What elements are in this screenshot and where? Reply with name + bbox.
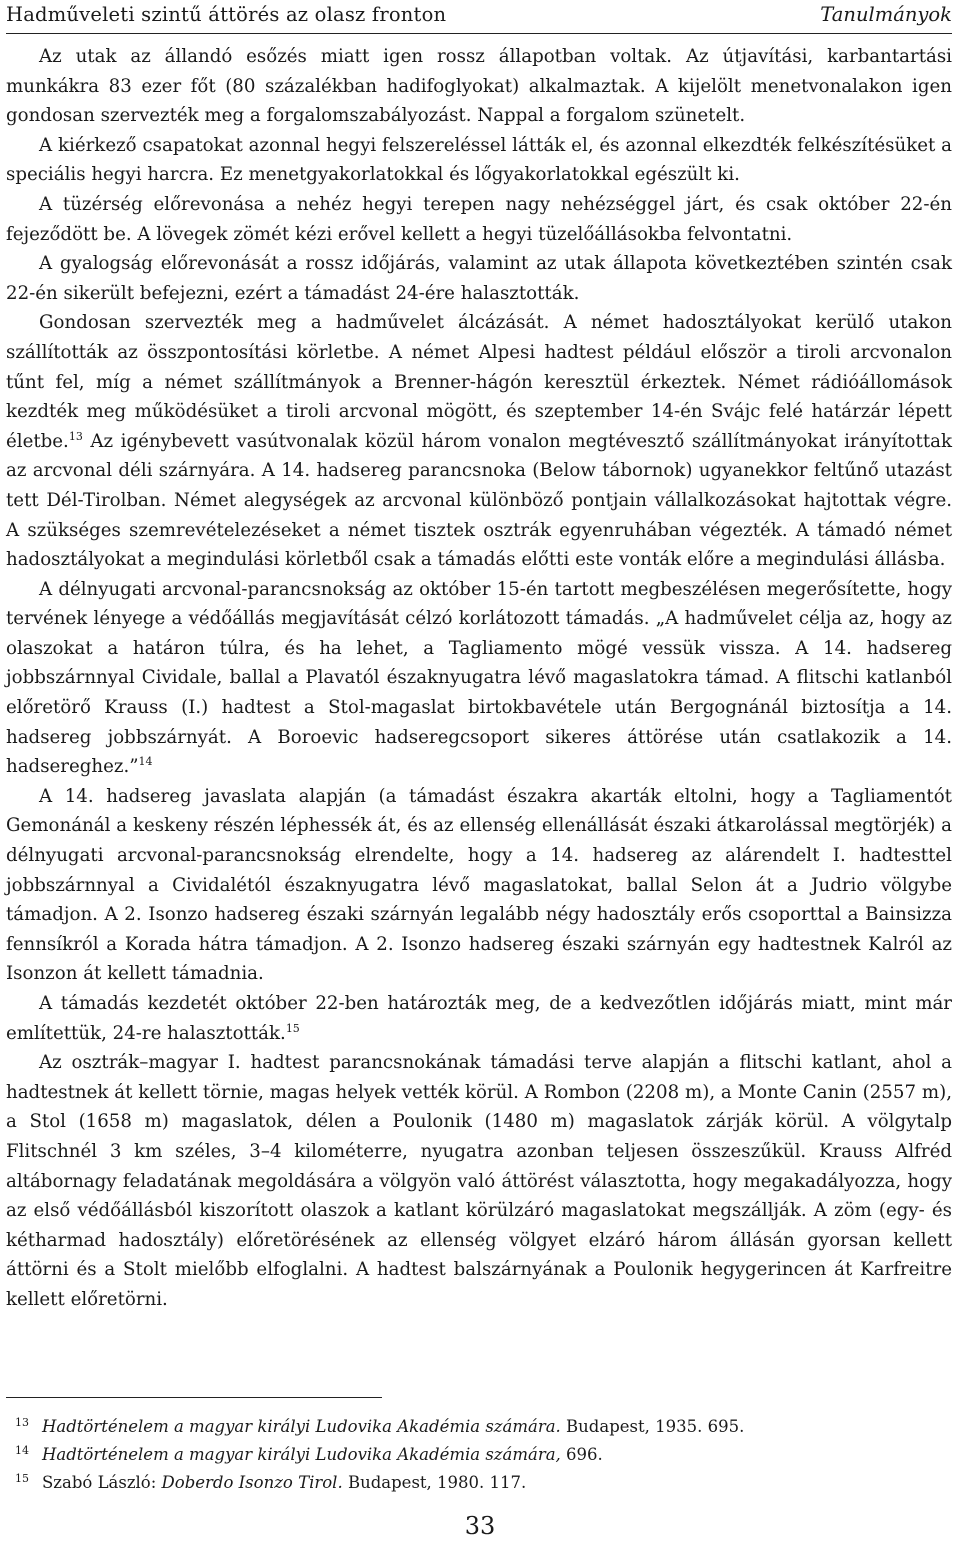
footnote-separator — [6, 1397, 382, 1398]
paragraph: Az utak az állandó esőzés miatt igen rossz állapotban voltak. Az útjavítási, karbantartási munkákra 83 ezer főt (80 százalékban hadifoglyokat) alkalmaztak. A kijelölt menetvonalakon igen gondosan szervezték meg a forgalomszabályozást. Nappal a forgalom szünetelt. — [6, 46, 952, 127]
footnote-ref[interactable]: 15 — [285, 1021, 300, 1035]
footnote-source: 696. — [560, 1445, 603, 1464]
footnote-title: Hadtörténelem a magyar királyi Ludovika Akadémia számára, — [42, 1445, 561, 1464]
paragraph: A délnyugati arcvonal-parancsnokság az október 15-én tartott megbeszélésen megerősítette, hogy tervének lényege a védőállás megjavítását célzó korlátozott támadás. „A hadművelet célja az, hogy az olaszokat a határon túlra, és ha lehet, a Tagliamento mögé vessük vissza. A 14. hadsereg jobbszárnnyal Cividale, ballal a Plavatól északnyugatra lévő magaslatokra támad. A flitschi katlanból előretörő Krauss (I.) hadtest a Stol-magaslat birtokbavétele után Bergognánál biztosítja a 14. hadsereg jobbszárnyát. A Boroevic hadseregcsoport sikeres áttörése után csatlakozik a 14. hadsereghez.”$^{14}$ — [6, 578, 952, 778]
footnote-title: Doberdo Isonzo Tirol. — [161, 1473, 343, 1492]
footnote — [6, 1413, 952, 1441]
paragraph: Gondosan szervezték meg a hadművelet álcázását. A német hadosztályokat kerülő utakon szállították az összpontosítási körletbe. A német Alpesi hadtest például először a tiroli arcvonalon tűnt fel, míg a német szállítmányok a Brenner-hágón keresztül érkeztek. Német rádióállomások kezdték meg működésüket a tiroli arcvonal mögött, és szeptember 14-én Svájc felé határzár lépett életbe.$^{13}$ Az igénybevett vasútvonalak közül három vonalon megtévesztő szállítmányokat irányítottak az arcvonal déli szárnyára. A 14. hadsereg parancsnoka (Below tábornok) ugyanekkor feltűnő utazást tett Dél-Tirolban. Német alegységek az arcvonal különböző pontjain vállalkozásokat hajtottak végre. A szükséges szemrevételezéseket a német tisztek osztrák egyenruhában végezték. A támadó német hadosztályokat a megindulási körletből csak a támadás előtti este vonták előre a megindulási állásba. — [6, 312, 952, 571]
header-section: Tanulmányok — [820, 3, 952, 26]
footnotes — [6, 1413, 952, 1497]
footnote-ref[interactable]: 13 — [68, 429, 83, 443]
running-header — [6, 0, 952, 34]
footnote — [6, 1469, 952, 1497]
footnote-number: 13 — [15, 1416, 29, 1429]
footnote-title: Hadtörténelem a magyar királyi Ludovika Akadémia számára. — [42, 1417, 561, 1436]
footnote — [6, 1441, 952, 1469]
footnote-author: Szabó László: — [42, 1473, 162, 1492]
paragraph: A 14. hadsereg javaslata alapján (a támadást északra akarták eltolni, hogy a Tagliamentót Gemonánál a keskeny részén léphessék át, és az ellenség ellenállását északi átkarolással megtörjék) a délnyugati arcvonal-parancsnokság elrendelte, hogy a 14. hadsereg az alárendelt I. hadtesttel jobbszárnnyal a Cividalétól északnyugatra lévő magaslatokat, ballal Selon át a Judrio völgybe támadjon. A 2. Isonzo hadsereg északi szárnyán legalább négy hadosztály erős csoporttal a Bainsizza fennsíkról a Korada hátra támadjon. A 2. Isonzo hadsereg északi szárnyán egy hadtestnek Kalról az Isonzon át kellett támadnia. — [6, 785, 952, 985]
footnote-number: 14 — [15, 1444, 29, 1457]
footnote-source: Budapest, 1980. 117. — [342, 1473, 527, 1492]
footnote-number: 15 — [15, 1472, 29, 1485]
paragraph: A kiérkező csapatokat azonnal hegyi felszereléssel látták el, és azonnal elkezdték felkészítésüket a speciális hegyi harcra. Ez menetgyakorlatokkal és lőgyakorlatokkal egészült ki. — [6, 134, 952, 186]
body-text — [6, 42, 952, 1315]
page-number: 33 — [464, 1512, 496, 1540]
paragraph: A tüzérség előrevonása a nehéz hegyi terepen nagy nehézséggel járt, és csak október 22-én fejeződött be. A lövegek zömét kézi erővel kellett a hegyi tüzelőállásokba felvontatni. — [6, 193, 952, 245]
paragraph: A gyalogság előrevonását a rossz időjárás, valamint az utak állapota következtében szintén csak 22-én sikerült befejezni, ezért a támadást 24-ére halasztották. — [6, 253, 952, 304]
paragraph: A támadás kezdetét október 22-ben határozták meg, de a kedvezőtlen időjárás miatt, mint már említettük, 24-re halasztották.$^{15}$ — [6, 993, 952, 1044]
footnote-source: Budapest, 1935. 695. — [560, 1417, 745, 1436]
paragraph: Az osztrák–magyar I. hadtest parancsnokának támadási terve alapján a flitschi katlant, ahol a hadtestnek át kellett törnie, magas helyek vették körül. A Rombon (2208 m), a Monte Canin (2557 m), a Stol (1658 m) magaslatok, délen a Poulonik (1480 m) magaslatok zárják körül. A völgytalp Flitschnél 3 km széles, 3–4 kilométerre, nyugatra azonban teljesen összeszűkül. Krauss Alfréd altábornagy feladatának megoldására a völgyön való áttörést választotta, hogy megakadályozza, hogy az első védőállásból kiszorított olaszok a katlant körülzáró magaslatokat megszállják. A zöm (egy- és kétharmad hadosztály) előretörésének az ellenség völgyet elzáró három állásán gyorsan kellett áttörni és a Stolt mielőbb elfoglalni. A hadtest balszárnyának a Poulonik hegygerincen át Karfreitre kellett előretörni. — [6, 1052, 952, 1310]
footnote-ref[interactable]: 14 — [138, 755, 153, 769]
header-title: Hadműveleti szintű áttörés az olasz fronton — [6, 3, 447, 26]
